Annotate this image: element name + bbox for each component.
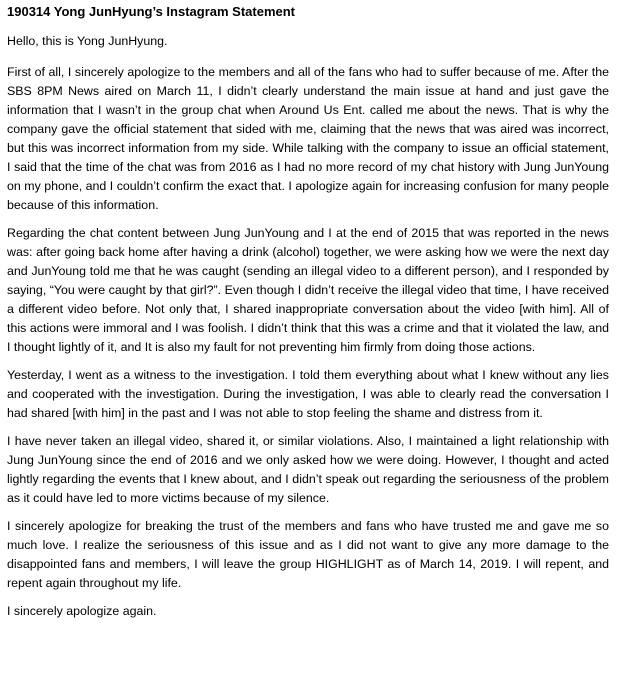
- chat-content-paragraph: Regarding the chat content between Jung JunYoung and I at the end of 2015 that was reported in the news was: after going back home after having a drink (alcohol) together, we were asking how we were the next day and JunYoung told me that he was caught (sending an illegal video to a different person), and I responded by saying, “You were caught by that girl?”. Even though I didn’t receive the illegal video that time, I have received a different video before. Not only that, I shared inappropriate conversation about the video [with him]. All of this actions were immoral and I was foolish. I didn’t think that this was a crime and that it violated the law, and I thought lightly of it, and It is also my fault for not preventing him firmly from doing those actions.: [7, 226, 609, 354]
- closing-paragraph: I sincerely apologize again.: [7, 604, 157, 618]
- apology-paragraph: First of all, I sincerely apologize to the members and all of the fans who had to suffer because of me. After the SBS 8PM News aired on March 11, I didn’t clearly understand the main issue at hand and just gave the information that I wasn’t in the group chat when Around Us Ent. called me about the news. That is why the company gave the official statement that sided with me, claiming that the news that was aired was incorrect, but this was incorrect information from my side. While talking with the company to issue an official statement, I said that the time of the chat was from 2016 as I had no more record of my chat history with Jung JunYoung on my phone, and I couldn’t confirm the exact that. I apologize again for increasing confusion for many people because of this information.: [7, 65, 609, 212]
- leaving-group-paragraph: I sincerely apologize for breaking the trust of the members and fans who have trusted me and gave me so much love. I realize the seriousness of this issue and as I did not want to give any more damage to the disappointed fans and members, I will leave the group HIGHLIGHT as of March 14, 2019. I will repent, and repent again throughout my life.: [7, 519, 609, 590]
- greeting-paragraph: Hello, this is Yong JunHyung.: [7, 34, 168, 48]
- relationship-paragraph: I have never taken an illegal video, shared it, or similar violations. Also, I maintained a light relationship with Jung JunYoung since the end of 2016 and we only asked how we were doing. However, I thought and acted lightly regarding the events that I knew about, and I didn’t speak out regarding the seriousness of the problem as it could have led to more victims because of my silence.: [7, 434, 609, 505]
- document-title: 190314 Yong JunHyung’s Instagram Statement: [7, 4, 296, 19]
- investigation-paragraph: Yesterday, I went as a witness to the investigation. I told them everything about what I knew without any lies and cooperated with the investigation. During the investigation, I was able to clearly read the conversation I had shared [with him] in the past and I was not able to stop feeling the shame and distress from it.: [7, 368, 609, 420]
